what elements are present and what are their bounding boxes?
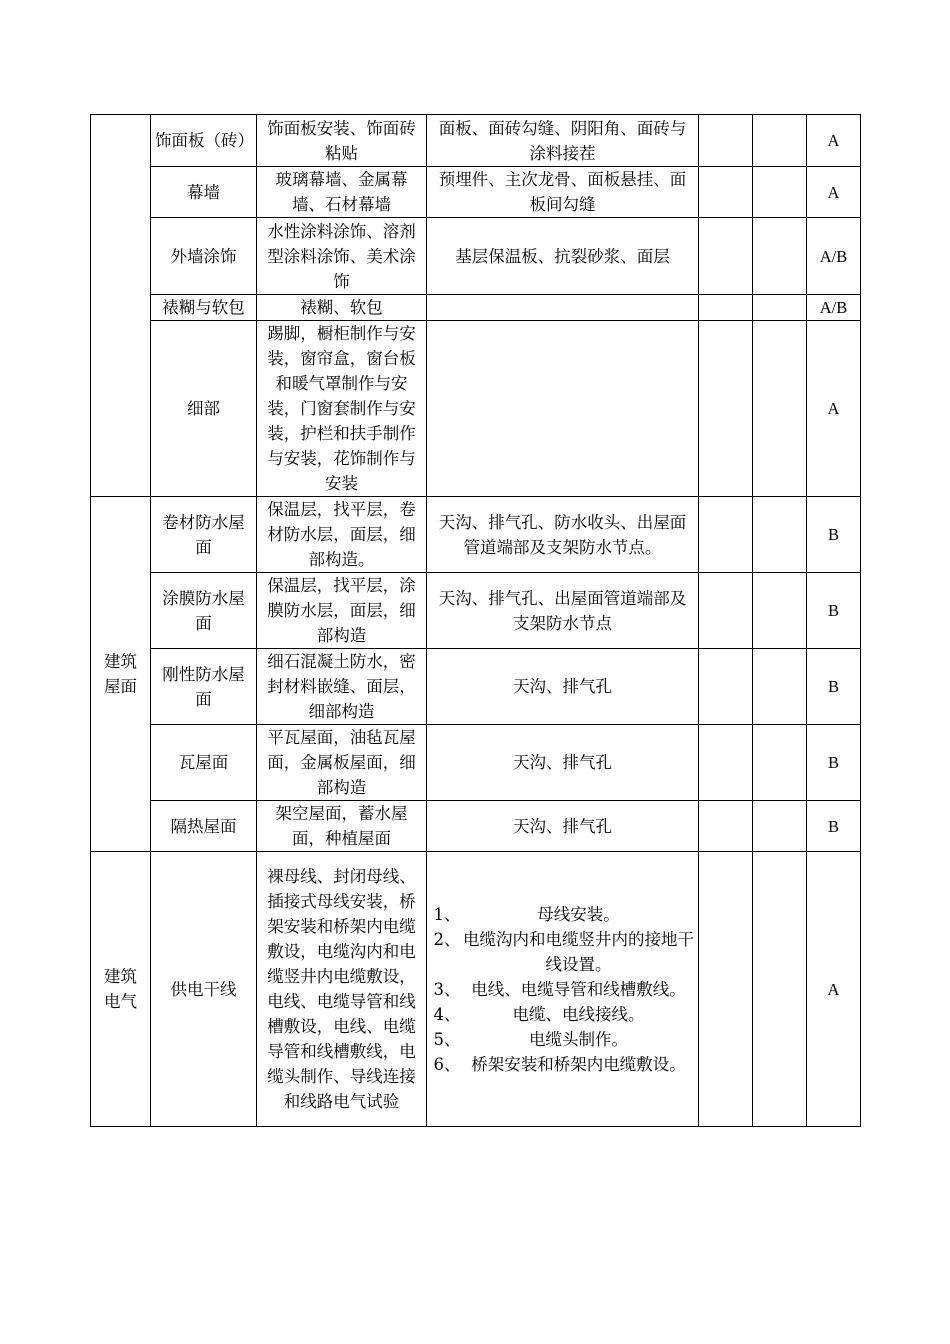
table-row <box>91 167 861 218</box>
list-item: 4、 电缆、电线接线。 <box>433 1004 645 1024</box>
grade-cell: B <box>807 725 861 801</box>
blank-cell <box>699 497 753 573</box>
grade-cell: A/B <box>807 295 861 321</box>
blank-cell <box>753 497 807 573</box>
inspection-items-cell: 裱糊、软包 <box>257 295 427 321</box>
list-item: 2、 电缆沟内和电缆竖井内的接地干线设置。 <box>433 929 694 974</box>
table-row <box>91 321 861 497</box>
sub-item-cell: 卷材防水屋面 <box>151 497 257 573</box>
grade-cell: A <box>807 852 861 1127</box>
inspection-items-cell: 保温层，找平层，卷材防水层，面层，细部构造。 <box>257 497 427 573</box>
category-cell: 建筑屋面 <box>91 497 151 852</box>
blank-cell <box>699 321 753 497</box>
sub-item-cell: 饰面板（砖） <box>151 115 257 167</box>
grade-cell: A <box>807 167 861 218</box>
list-item: 1、 母线安装。 <box>433 904 620 924</box>
key-points-cell <box>427 295 699 321</box>
blank-cell <box>699 167 753 218</box>
list-item: 3、 电线、电缆导管和线槽敷线。 <box>433 979 686 999</box>
blank-cell <box>753 649 807 725</box>
table-row <box>91 649 861 725</box>
sub-item-cell: 细部 <box>151 321 257 497</box>
grade-cell: B <box>807 649 861 725</box>
sub-item-cell: 刚性防水屋面 <box>151 649 257 725</box>
list-item: 5、 电缆头制作。 <box>433 1029 628 1049</box>
key-points-cell: 预埋件、主次龙骨、面板悬挂、面板间勾缝 <box>427 167 699 218</box>
blank-cell <box>753 218 807 295</box>
sub-item-cell: 隔热屋面 <box>151 801 257 852</box>
list-item: 6、 桥架安装和桥架内电缆敷设。 <box>433 1054 686 1074</box>
inspection-items-cell: 平瓦屋面，油毡瓦屋面，金属板屋面，细部构造 <box>257 725 427 801</box>
grade-cell: B <box>807 801 861 852</box>
key-points-cell: 天沟、排气孔 <box>427 801 699 852</box>
table-row <box>91 801 861 852</box>
grade-cell: A/B <box>807 218 861 295</box>
table-row <box>91 218 861 295</box>
grade-cell: A <box>807 115 861 167</box>
blank-cell <box>753 295 807 321</box>
blank-cell <box>753 321 807 497</box>
blank-cell <box>753 801 807 852</box>
table-row <box>91 115 861 167</box>
inspection-table <box>90 114 861 1127</box>
inspection-items-cell: 细石混凝土防水，密封材料嵌缝、面层，细部构造 <box>257 649 427 725</box>
sub-item-cell: 涂膜防水屋面 <box>151 573 257 649</box>
table-row <box>91 497 861 573</box>
blank-cell <box>753 115 807 167</box>
inspection-items-cell: 保温层，找平层，涂膜防水层，面层，细部构造 <box>257 573 427 649</box>
inspection-items-cell: 饰面板安装、饰面砖粘贴 <box>257 115 427 167</box>
table-row <box>91 295 861 321</box>
blank-cell <box>753 573 807 649</box>
inspection-items-cell: 踢脚，橱柜制作与安装，窗帘盒，窗台板和暖气罩制作与安装，门窗套制作与安装，护栏和扶手制作与安装，花饰制作与安装 <box>257 321 427 497</box>
blank-cell <box>699 115 753 167</box>
blank-cell <box>699 725 753 801</box>
key-points-cell: 天沟、排气孔 <box>427 649 699 725</box>
sub-item-cell: 裱糊与软包 <box>151 295 257 321</box>
blank-cell <box>699 295 753 321</box>
key-points-cell: 面板、面砖勾缝、阴阳角、面砖与涂料接茬 <box>427 115 699 167</box>
key-points-list <box>427 852 699 1127</box>
key-points-cell: 天沟、排气孔 <box>427 725 699 801</box>
grade-cell: B <box>807 497 861 573</box>
category-cell: 建筑电气 <box>91 852 151 1127</box>
blank-cell <box>699 573 753 649</box>
key-points-cell <box>427 321 699 497</box>
blank-cell <box>699 218 753 295</box>
sub-item-cell: 幕墙 <box>151 167 257 218</box>
table-row <box>91 725 861 801</box>
table-row <box>91 573 861 649</box>
blank-cell <box>699 649 753 725</box>
inspection-items-cell: 水性涂料涂饰、溶剂型涂料涂饰、美术涂饰 <box>257 218 427 295</box>
category-cell-blank <box>91 115 151 497</box>
inspection-items-cell: 玻璃幕墙、金属幕墙、石材幕墙 <box>257 167 427 218</box>
blank-cell <box>699 852 753 1127</box>
blank-cell <box>753 167 807 218</box>
blank-cell <box>753 852 807 1127</box>
grade-cell: A <box>807 321 861 497</box>
key-points-cell: 天沟、排气孔、出屋面管道端部及支架防水节点 <box>427 573 699 649</box>
inspection-items-cell: 裸母线、封闭母线、插接式母线安装，桥架安装和桥架内电缆敷设，电缆沟内和电缆竖井内电缆敷设，电线、电缆导管和线槽敷设，电线、电缆导管和线槽敷线，电缆头制作、导线连接和线路电气试验 <box>257 852 427 1127</box>
sub-item-cell: 供电干线 <box>151 852 257 1127</box>
blank-cell <box>753 725 807 801</box>
sub-item-cell: 外墙涂饰 <box>151 218 257 295</box>
blank-cell <box>699 801 753 852</box>
key-points-cell: 天沟、排气孔、防水收头、出屋面管道端部及支架防水节点。 <box>427 497 699 573</box>
grade-cell: B <box>807 573 861 649</box>
inspection-items-cell: 架空屋面，蓄水屋面，种植屋面 <box>257 801 427 852</box>
sub-item-cell: 瓦屋面 <box>151 725 257 801</box>
table-row <box>91 852 861 1127</box>
key-points-cell: 基层保温板、抗裂砂浆、面层 <box>427 218 699 295</box>
